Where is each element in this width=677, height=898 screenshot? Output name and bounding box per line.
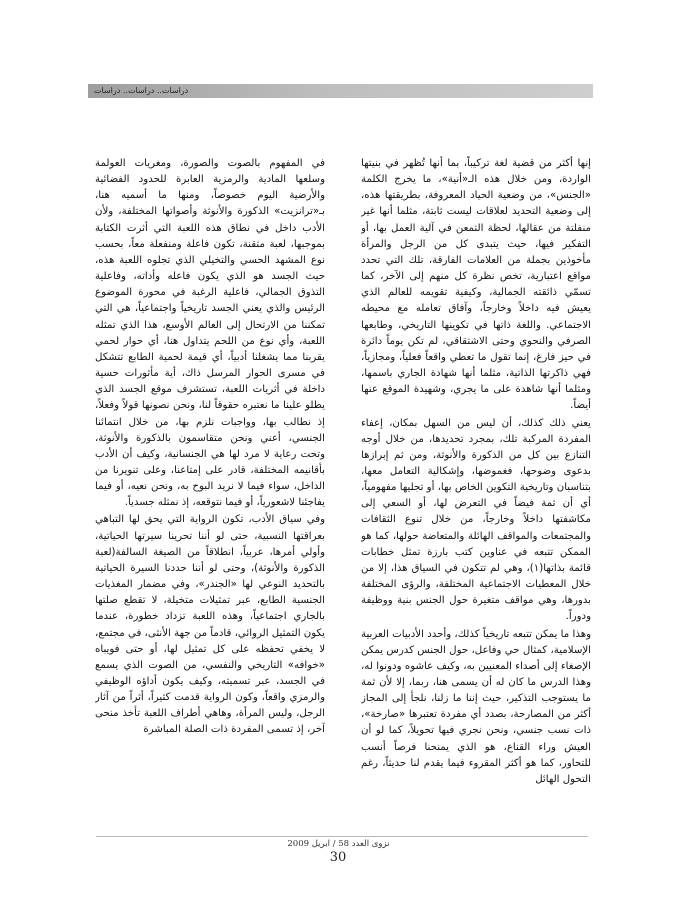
- paragraph: إنها أكثر من قضية لغة تركيباً، بما أنها تُظهر في بنيتها الواردة، ومن خلال هذه الـ«أنية»، ما يخرج الكلمة «الجنس»، من وضعية الحياد المعروفة، بطريقتها هذه، إلى وضعية التحديد لعلاقات ليست ثابتة، مثلما أنها غير منفلتة من عقالها، لحظة التمعن في آلية العمل بها، أو التفكير فيها، حيث يتبدى كل من الرجل والمرأة مأخوذين بجملة من العلامات الفارقة، تلك التي تحدد مواقع اعتبارية، تخص نظرة كل منهم إلى الآخر، كما تسمّي ذائقته الجمالية، وكيفية تقويمه للعالم الذي يعيش فيه داخلاً وخارجاً، وآفاق تعامله مع محيطه الاجتماعي. واللغة ذاتها في تكوينها التاريخي، وطابعها الصرفي والنحوي وحتى الاشتقاقي، لم تكن يوماً دائرة في حيز فارغ، إنما تقول ما تعطي واقعاً فعلياً، ومجازياً، فهي ذاكرتها الذاتية، مثلما أنها شهادة الجاري باسمها، ومثلما أنها شاهدة على ما يجري، وشهيدة الموقع عنها أيضاً.: [361, 158, 591, 412]
- issue-info: نزوى العدد 58 / ابريل 2009: [287, 839, 390, 849]
- article-body: [95, 156, 591, 828]
- section-label: دراسات.. دراسات.. دراسات: [94, 86, 189, 95]
- paragraph: وهذا ما يمكن تتبعه تاريخياً كذلك، وأحدد الأدبيات العربية الإسلامية، كمثال حي وفاعل، حول الجنس كدرس يمكن الإصغاء إلى أصداء المعنيين به، وكيف عاشوه ودونوا له، وهذا الدرس ما كان له أن يسمى هنا، ربما، إلا لأن ثمة ما يستوجب التذكير، حيث إننا ما زلنا، نلجأ إلى المجاز أكثر من المصارحة، بصدد أي مفردة تعتبرها «صارخة»، ذات نسب جنسي، ونحن نجري فيها تحويلاً، كما لو أن العيش وراء القناع، هو الذي يمنحنا فرصاً أنسب للتحاور، كما هو أكثر المقروء فيما يقدم لنا حديثاً، رغم التحول الهائل: [361, 628, 591, 785]
- page-number: 30: [329, 850, 347, 865]
- paragraph: وفي سياق الأدب، تكون الرواية التي يحق لها التباهي بعراقتها النسبية، حتى لو أننا تحرينا سيرتها الحياتية، وأولي أمرها، عربياً، انطلاقاً من الصيغة السالفة(لعبة الذكورة والأنوثة)، وحتى لو أننا حددنا السيرة الحياتية بالتحديد النوعي لها «الجندر»، وفي مضمار المغذيات الجنسية الطابع، عبر تمثيلات متخيلة، لا تقطع صلتها بالجاري اجتماعياً، وهذه اللعبة تزداد خطورة، عندما يكون التمثيل الروائي، قادماً من جهة الأنثى، في مجتمع، لا يخفي تحفظه على كل تمثيل لها، أو حتى فويباه «خوافه» التاريخي والنفسي، من الصوت الذي يسمع في الجسد، عبر تسميته، وكيف يكون أداؤه الوظيفي والرمزي واقعاً، وكون الرواية قدمت كثيراً، أثراً من آثار الرجل، وليس المرأة، وهاهي أطراف اللعبة تأخذ منحى آخر، إذ تسمى المفردة ذات الصلة المباشرة: [95, 514, 325, 736]
- paragraph: يعني ذلك كذلك، أن ليس من السهل بمكان، إعفاء المفردة المركبة تلك، بمجرد تحديدها، من خلال أوجه التنازع بين كل من الذكورة والأنوثة، ومن ثم إبرازها بدعوى وضوحها، فغموضها، وإشكالية التعامل معها، بتناسبان وتاريخية التكوين الخاص بها، أو تجليها مفهومياً، أي أن ثمة فيضاً في التعرض لها، أو السعي إلى مكاشفتها داخلاً وخارجاً، من خلال تنوع الثقافات والمجتمعات والمواقف الهائلة والمتعاضة حولها، كما هو الممكن تتبعه في عناوين كتب بارزة تمثل خطابات قائمة بذاتها(١)، وهي لم تتكون في السياق هذا، إلا من خلال المعطيات الاجتماعية المختلفة، والرؤى المختلفة بدورها، وهي مواقف متغيرة حول الجنس بنية ووظيفة ودوراً.: [361, 417, 591, 623]
- paragraph: في المفهوم بالصوت والصورة، ومغريات العولمة وسلعها المادية والرمزية العابرة للحدود الفضائية والأرضية اليوم خصوصاً، ومنها ما أسميه هنا، بـ«ترانزيت» الذكورة والأنوثة وأصواتها المختلفة، ولأن الأدب داخل في نطاق هذه اللعبة التي أثرت الكتابة بموجبها، لعبة متقنة، تكون فاعلة ومنفعلة معاً، بحسب نوع المشهد الحسي والتخيلي الذي تجلوه اللعبة هذه، حيث الجسد هو الذي يكون فاعله وأداته، وفاعلية التذوق الجمالي، فاعلية الرغبة في محورة الموضوع الرئيس والذي يعني الجسد تاريخياً واجتماعياً، هي التي تمكننا من الارتحال إلى العالم الأوسع، هذا الذي تمثله اللعبة، وأي نوع من اللحم يتداول هنا، أي حوار لحمي يقربنا مما يشغلنا أدبياً، أي قيمة لحمية الطابع تتشكل في مسرى الحوار المرسل ذاك، أية مأثورات حسية داخلة في أثريات اللعبة، تستشرف موقع الجسد الذي يطلو علينا ما نعتبره حقوقاً لنا، ونحن نصونها قولاً وفعلاً، إذ نطالب بها، وواجبات نلزم بها، من خلال انتمائنا الجنسي، أعني ونحن متقاسمون بالذكورة والأنوثة، وتحت رعاية لا مرد لها هي الجنسانية، وكيف أن الأدب بأقانيمه المختلفة، قادر على إمتاعنا، وعلى تنويرنا من الداخل، سواء فيما لا نريد البوح به، ونحن نعيه، أو فيما يفاجئنا لاشعورياً، أو فيما نتوقعه، إذ نمثله جسدياً.: [95, 158, 325, 509]
- section-header-bar: [88, 84, 593, 98]
- footer-divider: [96, 836, 588, 837]
- left-text-column: [95, 156, 325, 828]
- right-text-column: [361, 156, 591, 828]
